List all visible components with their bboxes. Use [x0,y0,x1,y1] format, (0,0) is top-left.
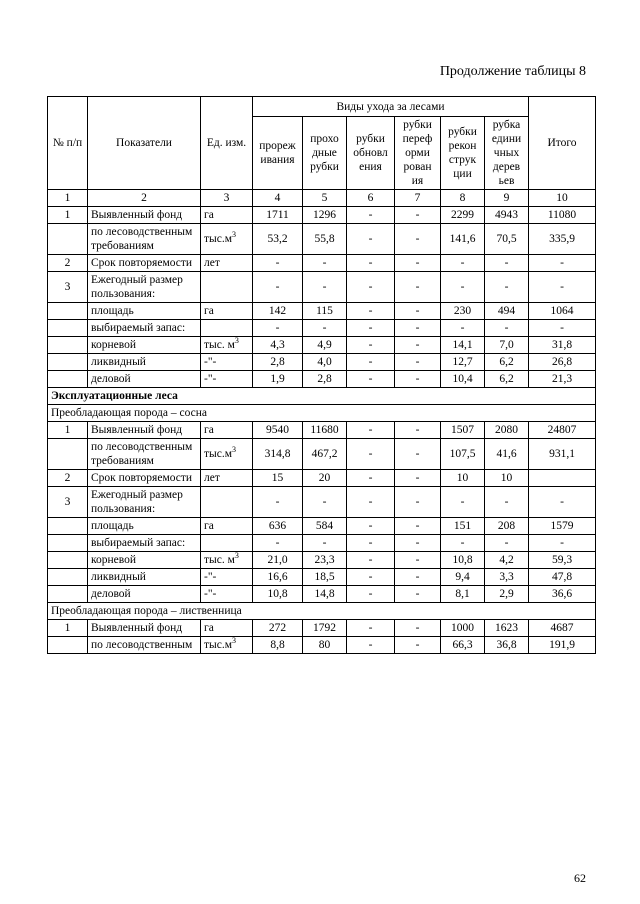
row-indicator: Срок повторяемости [88,255,201,272]
row-indicator: по лесоводственным [88,637,201,654]
page-number: 62 [574,871,586,885]
row-total [529,470,596,487]
row-indicator: Выявленный фонд [88,207,201,224]
unit-superscript: 3 [232,230,237,240]
row-number [48,354,88,371]
row-value: - [347,620,395,637]
row-indicator: выбираемый запас: [88,320,201,337]
column-number: 4 [253,190,303,207]
row-value: 314,8 [253,439,303,470]
row-unit [201,552,253,569]
row-value: - [395,224,441,255]
row-total: 26,8 [529,354,596,371]
row-value: - [395,552,441,569]
row-unit-text: тыс.м [204,639,233,651]
table-row [48,337,596,354]
row-value: 9540 [253,422,303,439]
header-col-single-tree-cut: рубка едини чных дерев ьев [485,117,529,190]
row-value: 4,2 [485,552,529,569]
row-value: 107,5 [441,439,485,470]
row-total: 21,3 [529,371,596,388]
row-value: - [395,337,441,354]
row-unit-text: га [204,520,214,532]
table-row [48,487,596,518]
row-value: 14,1 [441,337,485,354]
row-value: - [395,272,441,303]
row-unit [201,470,253,487]
row-value: 66,3 [441,637,485,654]
row-number [48,637,88,654]
row-value: - [253,255,303,272]
table-row [48,255,596,272]
row-unit-text: га [204,622,214,634]
row-value: 10,8 [441,552,485,569]
row-value: 494 [485,303,529,320]
row-number [48,586,88,603]
row-unit [201,620,253,637]
row-value: 142 [253,303,303,320]
row-number: 1 [48,620,88,637]
row-unit-text: лет [204,472,220,484]
row-total: 47,8 [529,569,596,586]
forest-care-table [47,96,596,654]
row-value: - [395,637,441,654]
row-number: 1 [48,207,88,224]
row-value: - [303,535,347,552]
row-number [48,337,88,354]
row-unit [201,439,253,470]
column-number: 10 [529,190,596,207]
row-value: - [441,535,485,552]
row-value: 636 [253,518,303,535]
row-value: 55,8 [303,224,347,255]
row-total: 931,1 [529,439,596,470]
row-indicator: деловой [88,371,201,388]
row-unit [201,207,253,224]
row-unit [201,320,253,337]
table-row [48,439,596,470]
row-unit-text: лет [204,257,220,269]
row-indicator: корневой [88,337,201,354]
section-title-text: Эксплуатационные леса [48,388,596,405]
column-number: 7 [395,190,441,207]
row-value: - [303,320,347,337]
row-value: - [395,487,441,518]
table-row [48,303,596,320]
row-value: - [347,337,395,354]
row-value: 1792 [303,620,347,637]
row-value: - [347,255,395,272]
row-unit-text: тыс.м [204,448,233,460]
row-number: 1 [48,422,88,439]
row-value: - [395,320,441,337]
row-value: - [347,569,395,586]
unit-superscript: 3 [232,636,237,646]
header-total: Итого [529,97,596,190]
row-value: - [303,487,347,518]
row-indicator: Ежегодный размер пользования: [88,272,201,303]
row-value: 1296 [303,207,347,224]
row-value: - [395,422,441,439]
table-row [48,620,596,637]
row-number [48,569,88,586]
row-value: - [395,255,441,272]
row-unit-text: тыс. м [204,554,235,566]
row-value: - [253,272,303,303]
table-row [48,320,596,337]
row-value: - [441,272,485,303]
row-value: 4,9 [303,337,347,354]
row-number [48,224,88,255]
row-unit-text: тыс. м [204,339,235,351]
row-value: 10,4 [441,371,485,388]
row-value: - [347,303,395,320]
row-number [48,303,88,320]
row-value: 8,8 [253,637,303,654]
row-value: 10 [441,470,485,487]
row-value: 18,5 [303,569,347,586]
header-col-reconstruction-cut: рубки рекон струк ции [441,117,485,190]
row-value: 36,8 [485,637,529,654]
column-number: 5 [303,190,347,207]
row-total: 31,8 [529,337,596,354]
header-no: № п/п [48,97,88,190]
row-value: - [485,487,529,518]
column-number: 9 [485,190,529,207]
column-numbers-row [48,190,596,207]
row-total: 59,3 [529,552,596,569]
row-value: - [347,470,395,487]
row-value: - [347,371,395,388]
row-value: 15 [253,470,303,487]
row-value: 8,1 [441,586,485,603]
row-value: - [303,272,347,303]
row-number [48,439,88,470]
section-subtitle [48,405,596,422]
row-value: 10,8 [253,586,303,603]
row-indicator: Срок повторяемости [88,470,201,487]
row-indicator: Выявленный фонд [88,422,201,439]
table-row [48,207,596,224]
row-total: 4687 [529,620,596,637]
row-value: - [395,207,441,224]
row-value: - [347,586,395,603]
row-value: - [253,487,303,518]
row-total: - [529,535,596,552]
row-value: 20 [303,470,347,487]
row-indicator: выбираемый запас: [88,535,201,552]
row-indicator: по лесоводственным требованиям [88,439,201,470]
row-value: 208 [485,518,529,535]
row-value: - [395,569,441,586]
row-value: 1000 [441,620,485,637]
row-number [48,320,88,337]
row-unit [201,337,253,354]
row-indicator: ликвидный [88,354,201,371]
row-value: - [485,272,529,303]
row-value: - [347,535,395,552]
row-value: 41,6 [485,439,529,470]
row-value: 2080 [485,422,529,439]
table-row [48,354,596,371]
table-row [48,272,596,303]
row-total: - [529,320,596,337]
row-value: - [441,255,485,272]
table-row [48,518,596,535]
table-row [48,224,596,255]
row-value: - [395,354,441,371]
row-unit-text: -"- [204,373,217,385]
row-total: 1579 [529,518,596,535]
row-total: 11080 [529,207,596,224]
row-indicator: ликвидный [88,569,201,586]
row-total: - [529,255,596,272]
row-value: 584 [303,518,347,535]
row-value: 4,3 [253,337,303,354]
row-value: 23,3 [303,552,347,569]
row-value: 11680 [303,422,347,439]
row-unit [201,586,253,603]
row-unit [201,637,253,654]
row-number: 3 [48,487,88,518]
row-unit-text: -"- [204,356,217,368]
table-row [48,371,596,388]
row-value: 53,2 [253,224,303,255]
row-value: 16,6 [253,569,303,586]
header-col-passage-cut: прохо дные рубки [303,117,347,190]
row-value: - [347,439,395,470]
row-value: 9,4 [441,569,485,586]
row-unit [201,487,253,518]
row-indicator: деловой [88,586,201,603]
row-unit [201,354,253,371]
unit-superscript: 3 [234,551,239,561]
row-value: - [253,535,303,552]
row-value: 70,5 [485,224,529,255]
row-value: 21,0 [253,552,303,569]
row-unit [201,518,253,535]
column-number: 8 [441,190,485,207]
row-number [48,371,88,388]
row-number: 2 [48,470,88,487]
row-value: 1,9 [253,371,303,388]
table-row [48,422,596,439]
row-value: - [347,354,395,371]
row-unit [201,422,253,439]
row-number [48,552,88,569]
row-indicator: Ежегодный размер пользования: [88,487,201,518]
row-unit [201,224,253,255]
table-row [48,569,596,586]
row-value: 12,7 [441,354,485,371]
row-value: - [347,487,395,518]
row-value: - [395,371,441,388]
row-value: - [347,637,395,654]
row-value: - [347,552,395,569]
row-unit-text: га [204,305,214,317]
row-value: - [303,255,347,272]
row-value: - [395,535,441,552]
row-value: 2299 [441,207,485,224]
row-value: 4,0 [303,354,347,371]
row-value: 7,0 [485,337,529,354]
row-value: 6,2 [485,371,529,388]
row-number [48,535,88,552]
header-indicator: Показатели [88,97,201,190]
column-number: 2 [88,190,201,207]
row-unit [201,535,253,552]
row-unit-text: тыс.м [204,233,233,245]
row-value: - [347,422,395,439]
row-total: 36,6 [529,586,596,603]
row-number: 3 [48,272,88,303]
header-col-reformation-cut: рубки переф орми рован ия [395,117,441,190]
column-number: 1 [48,190,88,207]
row-value: 272 [253,620,303,637]
table-row [48,470,596,487]
row-unit [201,272,253,303]
row-value: 2,8 [253,354,303,371]
row-value: - [395,620,441,637]
column-number: 6 [347,190,395,207]
row-value: 1623 [485,620,529,637]
row-value: - [441,487,485,518]
row-value: 4943 [485,207,529,224]
row-unit [201,303,253,320]
row-value: 230 [441,303,485,320]
row-value: - [347,320,395,337]
table-row [48,552,596,569]
unit-superscript: 3 [234,336,239,346]
row-total: 335,9 [529,224,596,255]
row-value: - [347,224,395,255]
row-value: 2,8 [303,371,347,388]
row-number: 2 [48,255,88,272]
row-value: - [485,255,529,272]
header-care-types: Виды ухода за лесами [253,97,529,117]
header-unit: Ед. изм. [201,97,253,190]
row-value: 1711 [253,207,303,224]
row-unit-text: га [204,209,214,221]
row-value: - [347,207,395,224]
row-value: - [395,303,441,320]
row-total: 24807 [529,422,596,439]
row-indicator: по лесоводственным требованиям [88,224,201,255]
row-value: - [395,470,441,487]
section-subtitle-text: Преобладающая порода – лиственница [48,603,596,620]
row-value: 3,3 [485,569,529,586]
row-indicator: площадь [88,303,201,320]
row-total: 191,9 [529,637,596,654]
row-value: - [441,320,485,337]
row-value: - [253,320,303,337]
table-caption: Продолжение таблицы 8 [439,64,586,79]
row-value: 2,9 [485,586,529,603]
row-total: 1064 [529,303,596,320]
row-indicator: площадь [88,518,201,535]
row-value: 151 [441,518,485,535]
row-value: 115 [303,303,347,320]
row-value: - [347,518,395,535]
row-value: 6,2 [485,354,529,371]
row-value: 10 [485,470,529,487]
row-unit-text: -"- [204,571,217,583]
row-unit-text: -"- [204,588,217,600]
row-value: - [395,518,441,535]
section-subtitle-text: Преобладающая порода – сосна [48,405,596,422]
row-value: - [485,320,529,337]
section-subtitle [48,603,596,620]
row-value: - [347,272,395,303]
header-col-renewal-cut: рубки обновл ения [347,117,395,190]
row-indicator: корневой [88,552,201,569]
column-number: 3 [201,190,253,207]
row-unit [201,569,253,586]
row-value: - [395,586,441,603]
row-value: 141,6 [441,224,485,255]
row-total: - [529,487,596,518]
row-value: - [395,439,441,470]
header-col-thinning: прореж ивания [253,117,303,190]
unit-superscript: 3 [232,445,237,455]
row-value: 467,2 [303,439,347,470]
row-number [48,518,88,535]
table-row [48,586,596,603]
row-value: - [485,535,529,552]
table-row [48,535,596,552]
row-value: 1507 [441,422,485,439]
row-unit-text: га [204,424,214,436]
row-unit [201,371,253,388]
row-total: - [529,272,596,303]
row-unit [201,255,253,272]
row-indicator: Выявленный фонд [88,620,201,637]
row-value: 14,8 [303,586,347,603]
row-value: 80 [303,637,347,654]
table-row [48,637,596,654]
section-title [48,388,596,405]
